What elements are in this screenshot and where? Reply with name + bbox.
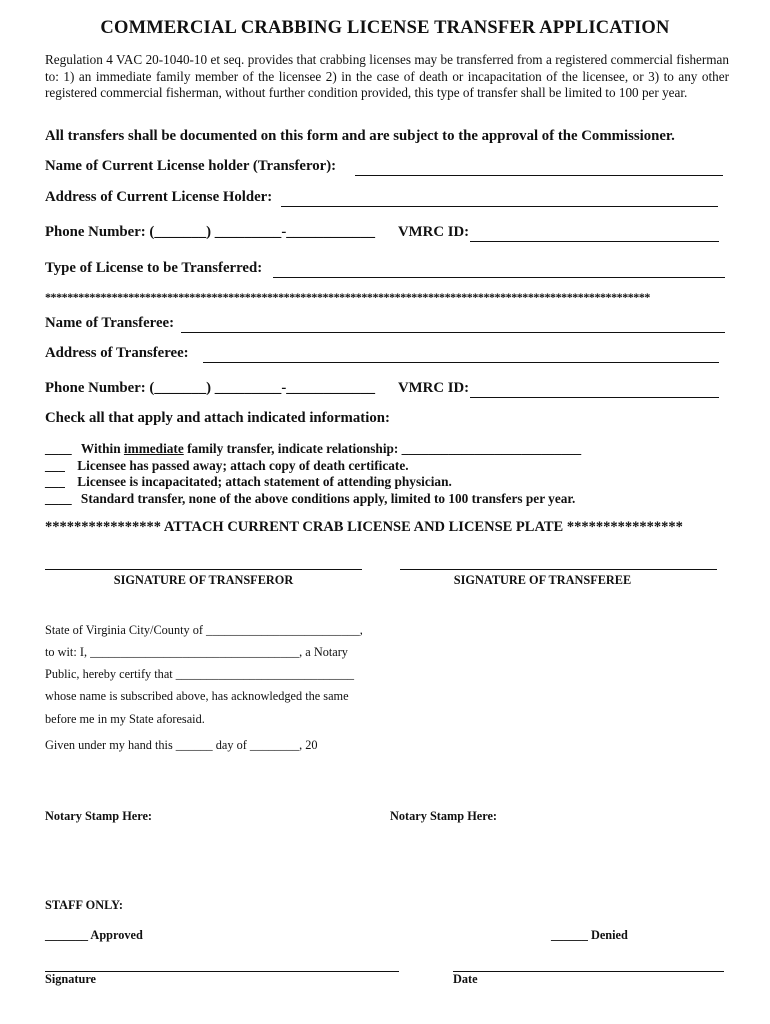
check-text-post: family transfer, indicate relationship: ___________________________ (183, 441, 582, 456)
license-type-field[interactable] (273, 259, 725, 278)
transferor-address-field[interactable] (281, 188, 718, 207)
transferee-vmrc-field[interactable] (470, 379, 719, 398)
staff-signature-label: Signature (45, 972, 97, 986)
approved-checkbox[interactable]: _______ Approved (45, 928, 143, 942)
license-type-label: Type of License to be Transferred: (45, 260, 263, 276)
form-title: COMMERCIAL CRABBING LICENSE TRANSFER APPLICATION (100, 18, 670, 38)
transferee-signature-label: SIGNATURE OF TRANSFEREE (453, 573, 632, 587)
section-separator: ************************************************************************************************************* (45, 290, 650, 304)
staff-only-heading: STAFF ONLY: (45, 898, 124, 912)
transferor-name-label: Name of Current License holder (Transferor): (45, 158, 337, 174)
transferee-name-field[interactable] (181, 314, 725, 333)
check-text: Licensee is incapacitated; attach statement of attending physician. (77, 474, 452, 489)
transferor-phone-field[interactable]: Phone Number: (_______) _________-____________ (45, 224, 376, 240)
notary-line-state: State of Virginia City/County of _________________________, (45, 623, 363, 637)
check-blank[interactable]: ____ (45, 441, 72, 456)
check-blank[interactable]: ___ (45, 458, 65, 473)
check-text: Licensee has passed away; attach copy of death certificate. (77, 458, 409, 473)
transferor-signature-line[interactable] (45, 551, 362, 570)
notary-line-subscribed: whose name is subscribed above, has acknowledged the same (45, 689, 349, 703)
transferee-address-label: Address of Transferee: (45, 345, 189, 361)
checklist-item-family[interactable] (45, 441, 581, 457)
notary-line-given: Given under my hand this ______ day of ________, 20 (45, 738, 318, 752)
regulation-paragraph: Regulation 4 VAC 20-1040-10 et seq. provides that crabbing licenses may be transferred from a registered commercial fisherman to: 1) an immediate family member of the licensee 2) in the case of death or incapacitation of the licensee, or 3) to any other registered commercial fisherman, without further condition provided, this type of transfer shall be limited to 100 per year. (45, 52, 729, 101)
transferor-vmrc-field[interactable] (470, 223, 719, 242)
approval-notice: All transfers shall be documented on this form and are subject to the approval of the Commissioner. (45, 128, 675, 144)
notary-line-aforesaid: before me in my State aforesaid. (45, 712, 205, 726)
transferor-address-label: Address of Current License Holder: (45, 189, 273, 205)
checklist-item-deceased[interactable] (45, 458, 409, 474)
transferee-phone-field[interactable]: Phone Number: (_______) _________-____________ (45, 380, 376, 396)
checklist-item-incapacitated[interactable] (45, 474, 452, 490)
transferee-vmrc-label: VMRC ID: (398, 380, 470, 396)
check-blank[interactable]: ____ (45, 491, 72, 506)
attach-notice: **************** ATTACH CURRENT CRAB LICENSE AND LICENSE PLATE **************** (45, 519, 683, 535)
check-text-pre: Within (80, 441, 124, 456)
check-text: Standard transfer, none of the above conditions apply, limited to 100 transfers per year. (80, 491, 576, 506)
notary-line-towit: to wit: I, __________________________________, a Notary (45, 645, 348, 659)
transferee-name-label: Name of Transferee: (45, 315, 175, 331)
transferor-name-field[interactable] (355, 157, 723, 176)
staff-date-line[interactable] (453, 953, 724, 972)
staff-signature-line[interactable] (45, 953, 399, 972)
notary-stamp-left: Notary Stamp Here: (45, 809, 153, 823)
notary-stamp-right: Notary Stamp Here: (390, 809, 498, 823)
check-blank[interactable]: ___ (45, 474, 65, 489)
check-text-underlined: immediate (123, 441, 184, 456)
staff-date-label: Date (453, 972, 478, 986)
transferor-signature-label: SIGNATURE OF TRANSFEROR (113, 573, 294, 587)
transferee-address-field[interactable] (203, 344, 719, 363)
check-heading: Check all that apply and attach indicated information: (45, 410, 390, 426)
checklist-item-standard[interactable] (45, 491, 575, 507)
transferee-signature-line[interactable] (400, 551, 717, 570)
denied-checkbox[interactable]: ______ Denied (551, 928, 628, 942)
notary-line-certify: Public, hereby certify that _____________________________ (45, 667, 355, 681)
transferor-vmrc-label: VMRC ID: (398, 224, 470, 240)
